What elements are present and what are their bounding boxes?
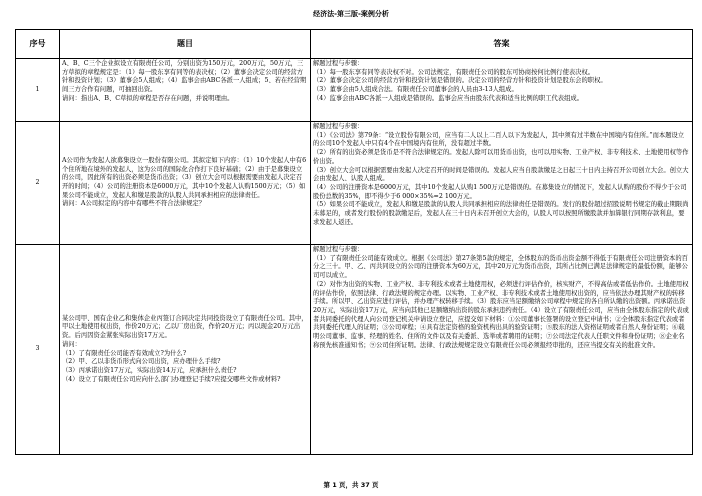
answer-line: 解题过程与步骤： [313, 60, 364, 67]
answer-cell [311, 122, 693, 245]
answer-cell [311, 245, 693, 455]
header-question: 题目 [60, 30, 311, 59]
row-number: 2 [16, 122, 60, 245]
answer-line: （3）董事会由5人组成合法。有限责任公司董事会的人员由3-13人组成。 [313, 86, 518, 94]
row-number: 3 [16, 245, 60, 455]
answer-line: （1）每一股东享有同等表决权不对。公司法规定，有限责任公司的股东可协商按何比例行使表决权。 [313, 68, 595, 76]
table-row [16, 122, 693, 245]
question-text: 某公司甲、国有企业乙和集体企业丙签订合同决定共同投资设立了有限责任公司。其中，甲以土地使用权出资，作价20万元；乙以厂房出资，作价20万元；丙以现金20万元出资。后丙因资金紧张实际出资17万元。 [62, 314, 308, 340]
question-cell [60, 245, 311, 455]
header-number: 序号 [16, 30, 60, 59]
question-cell [60, 59, 311, 122]
question-prompt: 请问： [62, 340, 81, 348]
question-item: （1）了有限责任公司能否有效成立?为什么? [62, 349, 187, 357]
answer-line: 解题过程与步骤： [313, 246, 364, 253]
table-row [16, 245, 693, 455]
page-number: 第 1 页，共 37 页 [323, 481, 379, 489]
answer-line: （5）如果公司不能成立，发起人和缴足股款的认股人共同承担相应的法律责任是错误的。发行的股份超过招股说明书规定的截止期限尚未募足的，或者发行股份的股款缴足后，发起人在三十日内未召开创立大会的，认股人可以按照所缴股款并加算银行同期存款利息，要求发起人返还。 [313, 201, 689, 226]
answer-line: 解题过程与步骤： [313, 123, 364, 130]
answer-line: （3）创立大会可以根据需要由发起人决定召开的时间是错误的。发起人应当自股款缴足之日起三十日内主持召开公司创立大会。创立大会由发起人、认股人组成。 [313, 166, 689, 183]
question-text: A公司作为发起人欲募集设立一股份有限公司。其拟定如下内容：（1）10个发起人中有6个住所地在境外的发起人，这为公司的国际化合作打下良好基础；（2）由于是募集设立的公司，因此所有的出资必须是货币出资；（3）创立大会可以根据需要由发起人决定召开的时间；（4）公司的注册资本是6000万元，其中10个发起人认购1500万元；（5）如果公司不能成立，发起人和缴足股款的认股人共同承担相应的法律责任。 [62, 156, 307, 199]
question-cell [60, 122, 311, 245]
question-prompt: 请问：指出A、B、C草拟的章程是否存在问题，并说明理由。 [62, 94, 234, 102]
header-answer: 答案 [311, 30, 693, 59]
answer-line: （2）董事会决定公司的经营方针和投资计划是错误的。决定公司的经营方针和投资计划是股东会的职权。 [313, 77, 607, 85]
answer-line: （1）了有限责任公司能有效成立。根据《公司法》第27条第5款的规定，全体股东的货币出资金额不得低于有限责任公司注册资本的百分之三十。甲、乙、丙共同设立的公司的注册资本为60万元，其中20万元为货币出资，其所占比例已满足法律规定的最低份额，能够公司可以成立。 [313, 254, 688, 280]
answer-cell [311, 59, 693, 122]
question-item: （4）设立了有限责任公司应向什么部门办理登记手续?应提交哪些文件或材料? [62, 375, 281, 383]
question-prompt: 请问：A公司拟定的内容中有哪些不符合法律规定？ [62, 200, 206, 208]
question-item: （2）甲、乙以非货币形式向公司出资，应办理什么手续? [62, 358, 221, 366]
case-table [15, 29, 693, 455]
row-number: 1 [16, 59, 60, 122]
answer-line: （4）监事会由ABC各派一人组成是错误的。监事会应当由股东代表和适当比例的职工代表组成。 [313, 94, 583, 102]
answer-line: （4）公司的注册资本是6000万元，其中10个发起人认购1 500万元是错误的。在募集设立的情况下，发起人认购的股份不得少于公司股份总数的35%，即不得少于6 000×35%=2 100万元。 [313, 183, 687, 200]
question-text: A、B、C三个企业拟设立有限责任公司，分别出资为150万元，200万元，50万元，三方草拟的章程规定是：（1）每一股东享有同等的表决权；（2）董事会决定公司的经营方针和投资计划；（3）董事会5人组成；（4）监事会由ABC各派一人组成；5、若在经营期间三方合作有问题，可抽回出资。 [62, 60, 307, 94]
question-item: （3）丙承诺出资17万元，实际出资14万元，应承担什么责任? [62, 366, 237, 374]
answer-line: （2）对作为出资的实物、工业产权、非专利技术或者土地使用权，必须进行评估作价，核实财产，不得高估或者低估作价。土地使用权的评估作价，依照法律、行政法规的规定办理。以实物、工业产权、非专利技术或者土地使用权出资的，应当依法办理其财产权的转移手续。所以甲、乙出资应进行评估，并办理产权转移手续。（3）股东应当足额缴纳公司章程中规定的各自所认缴的出资额。丙承诺出资20万元，实际出资17万元，应当向其他已足额缴纳出资的股东承担违约责任。（4）设立了有限责任公司，应当由全体股东指定的代表或者共同委托的代理人向公司登记机关申请设立登记，应提交如下材料：①公司董事长签署的设立登记申请书；②全体股东指定代表或者共同委托代理人的证明；③公司章程；④具有法定资格的验资机构出具的验资证明；⑤股东的法人资格证明或者自然人身份证明；⑥载明公司董事、监事、经理的姓名、住所的文件以及有关委派、选举或者聘用的证明；⑦公司法定代表人任职文件和身份证明；⑧企业名称预先核准通知书；⑨公司住所证明。法律、行政法规规定设立有限责任公司必须报经审批的，还应当提交有关的批准文件。 [313, 280, 689, 349]
answer-line: （2）所有的出资必须是货币是不符合法律规定的。发起人除可以用货币出资，也可以用实物、工业产权、非专利技术、土地使用权等作价出资。 [313, 149, 689, 165]
table-header-row [16, 30, 693, 59]
document-title: 经济法-第三版-案例分析 [313, 10, 389, 18]
answer-line: （1）《公司法》第79条：“设立股份有限公司，应当有二人以上二百人以下为发起人，其中须有过半数在中国境内有住所。”而本题设立的公司10个发起人中只有4个在中国境内有住所，没有超过半数。 [313, 131, 685, 148]
table-row [16, 59, 693, 122]
